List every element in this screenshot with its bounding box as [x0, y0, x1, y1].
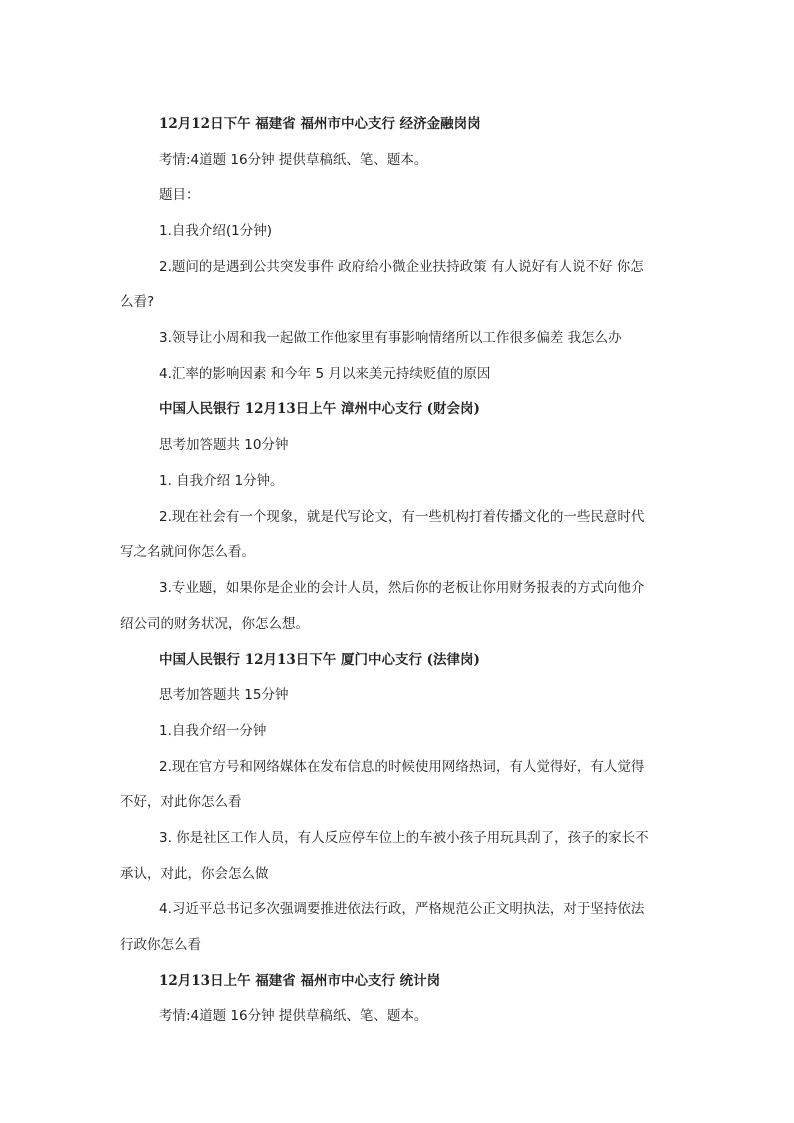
paragraph-line: 写之名就问你怎么看。	[120, 544, 255, 560]
paragraph-line: 考情:4道题 16分钟 提供草稿纸、笔、题本。	[159, 152, 428, 168]
paragraph-line: 行政你怎么看	[120, 937, 201, 953]
paragraph-line: 思考加答题共 15分钟	[159, 687, 289, 703]
section-heading: 12月13日上午 福建省 福州市中心支行 统计岗	[159, 973, 441, 989]
paragraph-line: 2.题问的是遇到公共突发事件 政府给小微企业扶持政策 有人说好有人说不好 你怎	[159, 259, 644, 275]
paragraph-line: 1. 自我介绍 1分钟。	[159, 473, 284, 489]
paragraph-line: 绍公司的财务状况，你怎么想。	[120, 616, 309, 632]
paragraph-line: 3.领导让小周和我一起做工作他家里有事影响情绪所以工作很多偏差 我怎么办	[159, 330, 622, 346]
section-heading: 12月12日下午 福建省 福州市中心支行 经济金融岗岗	[159, 116, 481, 132]
paragraph-line: 思考加答题共 10分钟	[159, 437, 289, 453]
paragraph-line: 2.现在官方号和网络媒体在发布信息的时候使用网络热词，有人觉得好，有人觉得	[159, 759, 645, 775]
paragraph-line: 1.自我介绍一分钟	[159, 723, 267, 739]
section-heading: 中国人民银行 12月13日下午 厦门中心支行 (法律岗)	[159, 652, 480, 668]
paragraph-line: 4.习近平总书记多次强调要推进依法行政，严格规范公正文明执法，对于坚持依法	[159, 901, 645, 917]
paragraph-line: 么看?	[120, 294, 155, 310]
paragraph-line: 1.自我介绍(1分钟)	[159, 223, 273, 239]
section-heading: 中国人民银行 12月13日上午 漳州中心支行 (财会岗)	[159, 401, 480, 417]
paragraph-line: 题目：	[159, 187, 200, 203]
paragraph-line: 3.专业题，如果你是企业的会计人员，然后你的老板让你用财务报表的方式向他介	[159, 580, 645, 596]
paragraph-line: 4.汇率的影响因素 和今年 5 月以来美元持续贬值的原因	[159, 366, 491, 382]
paragraph-line: 不好，对此你怎么看	[120, 794, 242, 810]
paragraph-line: 2.现在社会有一个现象，就是代写论文，有一些机构打着传播文化的一些民意时代	[159, 509, 645, 525]
paragraph-line: 3. 你是社区工作人员，有人反应停车位上的车被小孩子用玩具刮了，孩子的家长不	[159, 830, 649, 846]
paragraph-line: 承认，对此，你会怎么做	[120, 866, 269, 882]
paragraph-line: 考情:4道题 16分钟 提供草稿纸、笔、题本。	[159, 1008, 428, 1024]
